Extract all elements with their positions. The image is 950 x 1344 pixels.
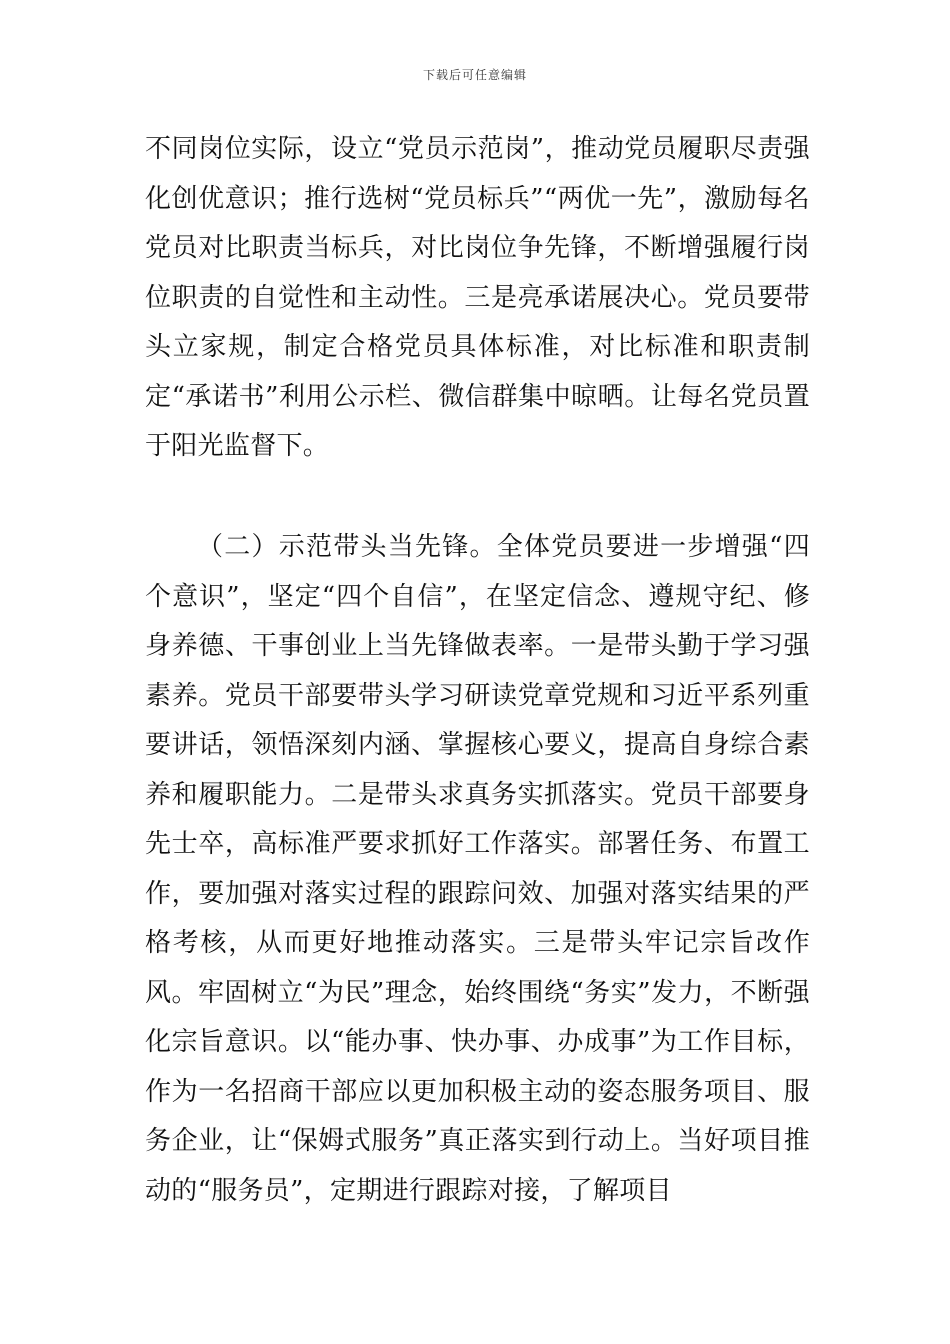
- body-paragraph-1: 不同岗位实际，设立“党员示范岗”，推动党员履职尽责强化创优意识；推行选树“党员标兵”“两优一先”，激励每名党员对比职责当标兵，对比岗位争先锋，不断增强履行岗位职责的自觉性和主动性。三是亮承诺展决心。党员要带头立家规，制定合格党员具体标准，对比标准和职责制定“承诺书”利用公示栏、微信群集中晾晒。让每名党员置于阳光监督下。: [145, 134, 810, 461]
- body-paragraph-2: （二）示范带头当先锋。全体党员要进一步增强“四个意识”，坚定“四个自信”，在坚定信念、遵规守纪、修身养德、干事创业上当先锋做表率。一是带头勤于学习强素养。党员干部要带头学习研读党章党规和习近平系列重要讲话，领悟深刻内涵、掌握核心要义，提高自身综合素养和履职能力。二是带头求真务实抓落实。党员干部要身先士卒，高标准严要求抓好工作落实。部署任务、布置工作，要加强对落实过程的跟踪问效、加强对落实结果的严格考核，从而更好地推动落实。三是带头牢记宗旨改作风。牢固树立“为民”理念，始终围绕“务实”发力，不断强化宗旨意识。以“能办事、快办事、办成事”为工作目标，作为一名招商干部应以更加积极主动的姿态服务项目、服务企业，让“保姆式服务”真正落实到行动上。当好项目推动的“服务员”，定期进行跟踪对接，了解项目: [145, 532, 810, 1206]
- header-note: 下载后可任意编辑: [422, 68, 527, 82]
